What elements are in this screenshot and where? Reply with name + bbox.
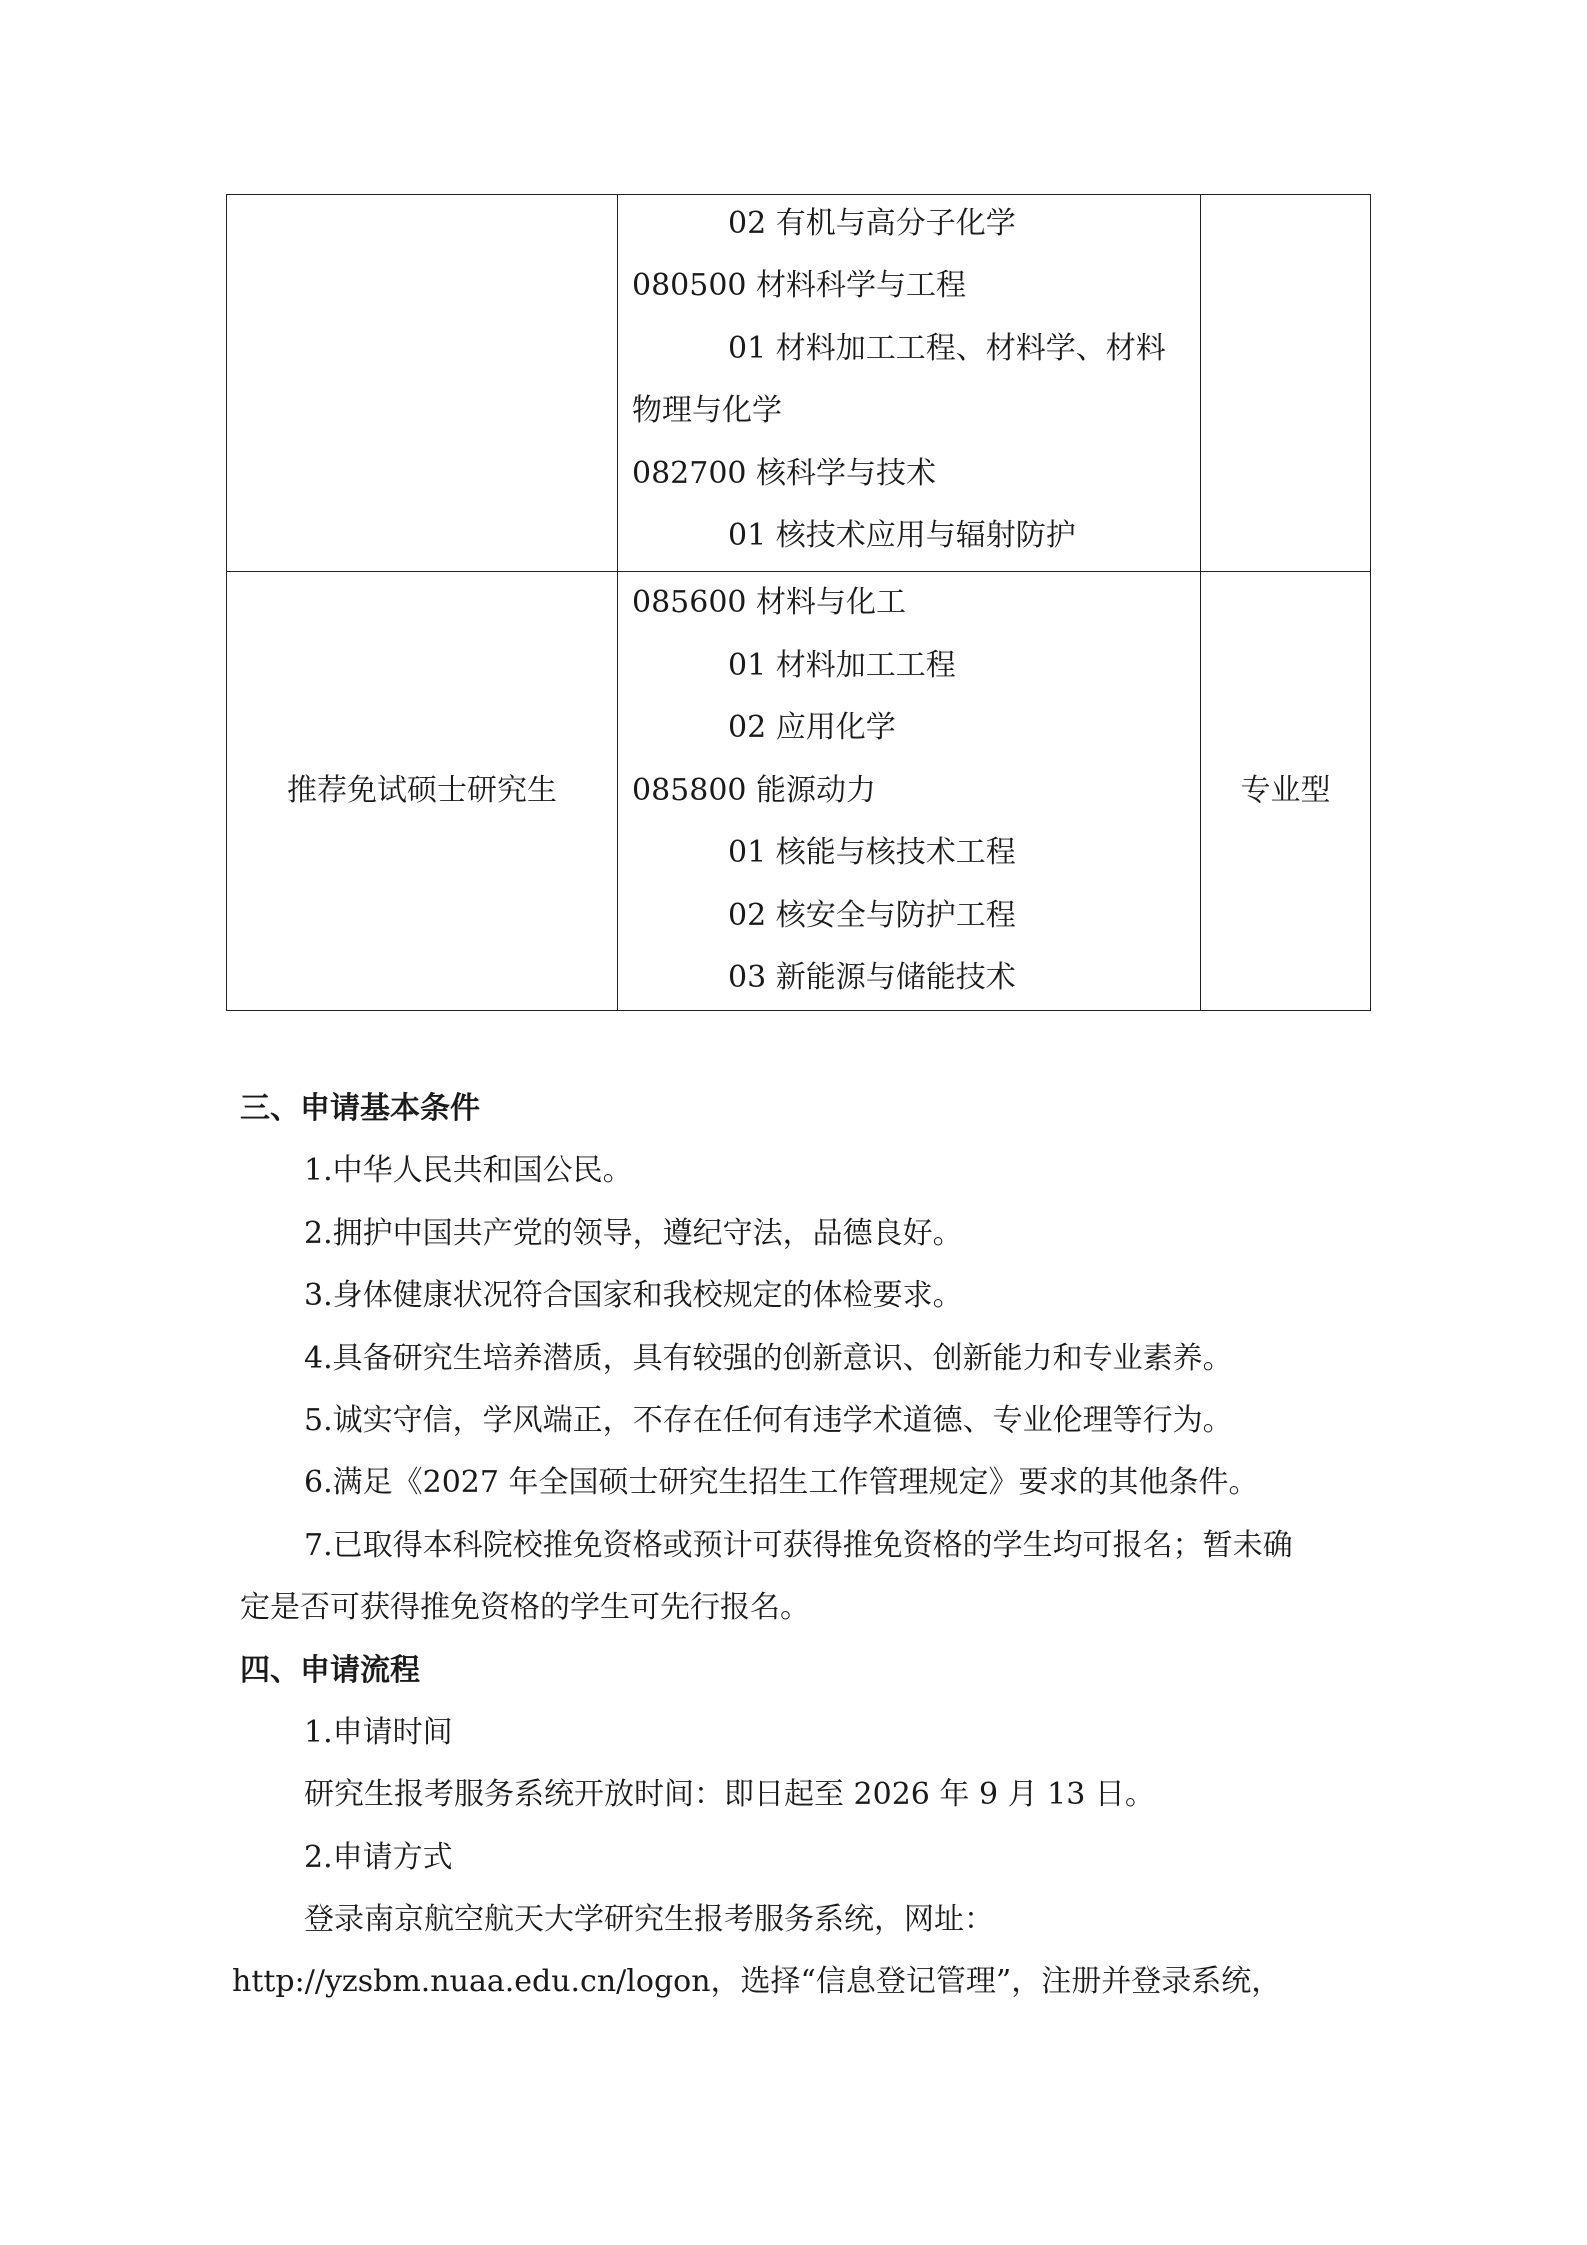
section-heading: 四、申请流程 [240, 1652, 420, 1688]
program-line: 080500 材料科学与工程 [632, 268, 967, 303]
step-text: 登录南京航空航天大学研究生报考服务系统，网址： [304, 1902, 994, 1938]
type-cell [1201, 195, 1371, 572]
section-heading: 三、申请基本条件 [240, 1091, 480, 1126]
type-text: 专业型 [1240, 773, 1331, 808]
url-line: http://yzsbm.nuaa.edu.cn/logon，选择“信息登记管理”，注册并登录系统， [232, 1964, 1282, 2000]
body-text [232, 1078, 1350, 2014]
programs-cell [618, 572, 1201, 1011]
program-line: 01 核能与核技术工程 [728, 835, 1016, 871]
step-text: 研究生报考服务系统开放时间：即日起至 2026 年 9 月 13 日。 [304, 1777, 1155, 1813]
step-title: 1.申请时间 [304, 1714, 453, 1750]
program-line: 物理与化学 [632, 393, 782, 428]
step-title: 2.申请方式 [304, 1839, 453, 1875]
category-cell [227, 572, 618, 1011]
condition-item: 5.诚实守信，学风端正，不存在任何有违学术道德、专业伦理等行为。 [304, 1402, 1233, 1438]
condition-item: 2.拥护中国共产党的领导，遵纪守法，品德良好。 [304, 1215, 963, 1251]
program-line: 085800 能源动力 [632, 772, 877, 808]
program-line: 01 材料加工工程、材料学、材料 [728, 330, 1166, 366]
condition-item: 1.中华人民共和国公民。 [304, 1153, 633, 1189]
program-line: 02 核安全与防护工程 [728, 897, 1016, 933]
condition-item: 7.已取得本科院校推免资格或预计可获得推免资格的学生均可报名；暂未确 [304, 1527, 1293, 1563]
category-cell [227, 195, 618, 572]
program-lines [618, 572, 1200, 1010]
programs-cell [618, 195, 1201, 572]
condition-continuation: 定是否可获得推免资格的学生可先行报名。 [240, 1590, 810, 1626]
condition-item: 3.身体健康状况符合国家和我校规定的体检要求。 [304, 1278, 963, 1314]
program-table [226, 194, 1371, 1011]
type-cell [1201, 572, 1371, 1011]
program-line: 02 应用化学 [728, 710, 896, 746]
program-line: 03 新能源与储能技术 [728, 960, 1016, 996]
condition-item: 4.具备研究生培养潜质，具有较强的创新意识、创新能力和专业素养。 [304, 1340, 1233, 1376]
program-line: 01 材料加工工程 [728, 647, 956, 683]
program-line: 082700 核科学与技术 [632, 455, 937, 491]
program-line: 01 核技术应用与辐射防护 [728, 518, 1076, 553]
condition-item: 6.满足《2027 年全国硕士研究生招生工作管理规定》要求的其他条件。 [304, 1465, 1259, 1501]
table-row [227, 572, 1371, 1011]
program-line: 085600 材料与化工 [632, 585, 907, 621]
program-lines [618, 193, 1200, 568]
table-row [227, 195, 1371, 572]
program-line: 02 有机与高分子化学 [728, 205, 1016, 241]
category-text: 推荐免试硕士研究生 [287, 773, 557, 808]
